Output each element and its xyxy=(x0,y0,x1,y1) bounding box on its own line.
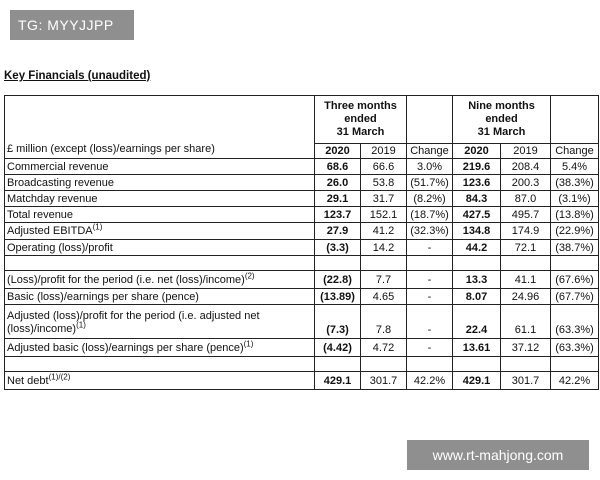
cell-three-2019: 14.2 xyxy=(361,240,407,256)
row-label: Adjusted EBITDA xyxy=(7,225,93,237)
row-adjusted-profit xyxy=(5,305,599,339)
spacer-row xyxy=(5,256,599,271)
cell-three-2020: 123.7 xyxy=(315,207,361,223)
cell-three-change: 42.2% xyxy=(407,372,453,390)
row-label-cell xyxy=(5,372,315,390)
header-row-groups xyxy=(5,96,599,144)
cell-nine-2020: 219.6 xyxy=(453,159,501,175)
cell-three-2019: 7.7 xyxy=(361,271,407,289)
cell-nine-2019: 72.1 xyxy=(501,240,551,256)
footnote-marker: (1)/(2) xyxy=(48,371,71,381)
watermark-bottom: www.rt-mahjong.com xyxy=(407,440,589,470)
cell-nine-2020: 429.1 xyxy=(453,372,501,390)
cell-three-2019: 41.2 xyxy=(361,223,407,240)
row-basic-eps xyxy=(5,289,599,305)
row-operating-profit xyxy=(5,240,599,256)
cell-three-2019: 152.1 xyxy=(361,207,407,223)
nine-months-line1: Nine months xyxy=(468,100,535,112)
cell-three-2019: 301.7 xyxy=(361,372,407,390)
row-commercial-revenue xyxy=(5,159,599,175)
footnote-marker: (1) xyxy=(76,320,86,330)
row-label: Adjusted basic (loss)/earnings per share (pence) xyxy=(7,341,244,354)
nine-months-line3: 31 March xyxy=(477,126,526,138)
cell-nine-2020: 13.3 xyxy=(453,271,501,289)
three-months-header xyxy=(315,96,407,144)
col-three-2019: 2019 xyxy=(361,144,407,159)
row-label: (Loss)/profit for the period (i.e. net (loss)/income) xyxy=(7,273,245,286)
cell-nine-change: (63.3%) xyxy=(551,305,599,339)
cell-three-change: - xyxy=(407,271,453,289)
row-adjusted-ebitda xyxy=(5,223,599,240)
row-label-cell xyxy=(5,339,315,357)
cell-nine-2020: 84.3 xyxy=(453,191,501,207)
row-label-line2: (loss)/income) xyxy=(7,323,77,335)
cell-three-2019: 66.6 xyxy=(361,159,407,175)
row-label: Basic (loss)/earnings per share (pence) xyxy=(5,289,315,305)
row-label: Matchday revenue xyxy=(5,191,315,207)
row-adjusted-basic-eps xyxy=(5,339,599,357)
cell-nine-change: 42.2% xyxy=(551,372,599,390)
cell-three-2020: (3.3) xyxy=(315,240,361,256)
row-matchday-revenue xyxy=(5,191,599,207)
cell-three-2019: 4.65 xyxy=(361,289,407,305)
cell-three-2020: 429.1 xyxy=(315,372,361,390)
cell-nine-change: 5.4% xyxy=(551,159,599,175)
nine-months-line2: ended xyxy=(485,113,518,125)
cell-nine-2020: 13.61 xyxy=(453,339,501,357)
row-label-cell xyxy=(5,223,315,240)
cell-nine-2020: 44.2 xyxy=(453,240,501,256)
footnote-marker: (2) xyxy=(244,270,255,280)
cell-nine-2019: 495.7 xyxy=(501,207,551,223)
row-label: Commercial revenue xyxy=(5,159,315,175)
col-nine-2019: 2019 xyxy=(501,144,551,159)
unit-label: £ million (except (loss)/earnings per share) xyxy=(5,96,315,159)
row-label: Broadcasting revenue xyxy=(5,175,315,191)
cell-nine-2019: 301.7 xyxy=(501,372,551,390)
row-label: Operating (loss)/profit xyxy=(5,240,315,256)
cell-three-2020: (22.8) xyxy=(315,271,361,289)
cell-nine-2020: 427.5 xyxy=(453,207,501,223)
three-months-line2: ended xyxy=(344,113,377,125)
cell-three-change: (32.3%) xyxy=(407,223,453,240)
row-broadcasting-revenue xyxy=(5,175,599,191)
cell-three-2019: 53.8 xyxy=(361,175,407,191)
cell-nine-2019: 174.9 xyxy=(501,223,551,240)
cell-nine-change: (22.9%) xyxy=(551,223,599,240)
cell-nine-2019: 61.1 xyxy=(501,305,551,339)
cell-three-2020: (4.42) xyxy=(315,339,361,357)
spacer-row xyxy=(5,357,599,372)
row-label: Net debt xyxy=(7,374,49,387)
cell-nine-2019: 24.96 xyxy=(501,289,551,305)
cell-nine-change: (63.3%) xyxy=(551,339,599,357)
row-label-cell xyxy=(5,305,315,339)
col-nine-change: Change xyxy=(551,144,599,159)
page-title: Key Financials (unaudited) xyxy=(4,70,151,82)
cell-three-change: (51.7%) xyxy=(407,175,453,191)
row-profit-for-period xyxy=(5,271,599,289)
cell-three-2020: (7.3) xyxy=(315,305,361,339)
cell-nine-2019: 200.3 xyxy=(501,175,551,191)
three-months-line1: Three months xyxy=(324,100,397,112)
cell-nine-change: (67.7%) xyxy=(551,289,599,305)
three-months-line3: 31 March xyxy=(336,126,385,138)
cell-nine-2020: 8.07 xyxy=(453,289,501,305)
nine-months-change-blank xyxy=(551,96,599,144)
cell-nine-2019: 208.4 xyxy=(501,159,551,175)
cell-three-change: 3.0% xyxy=(407,159,453,175)
watermark-top: TG: MYYJJPP xyxy=(10,10,134,40)
cell-three-2019: 7.8 xyxy=(361,305,407,339)
cell-three-change: - xyxy=(407,289,453,305)
cell-three-change: (18.7%) xyxy=(407,207,453,223)
row-label: Total revenue xyxy=(5,207,315,223)
financials-table xyxy=(4,95,599,390)
cell-nine-2020: 22.4 xyxy=(453,305,501,339)
cell-three-2020: 27.9 xyxy=(315,223,361,240)
nine-months-header xyxy=(453,96,551,144)
cell-nine-change: (13.8%) xyxy=(551,207,599,223)
cell-three-change: - xyxy=(407,240,453,256)
row-total-revenue xyxy=(5,207,599,223)
cell-nine-2020: 123.6 xyxy=(453,175,501,191)
cell-nine-change: (3.1%) xyxy=(551,191,599,207)
cell-nine-change: (67.6%) xyxy=(551,271,599,289)
cell-three-2019: 4.72 xyxy=(361,339,407,357)
col-three-2020: 2020 xyxy=(315,144,361,159)
cell-nine-2020: 134.8 xyxy=(453,223,501,240)
row-label-line1: Adjusted (loss)/profit for the period (i.e. adjusted net xyxy=(7,310,260,322)
cell-nine-2019: 87.0 xyxy=(501,191,551,207)
cell-three-change: (8.2%) xyxy=(407,191,453,207)
footnote-marker: (1) xyxy=(92,222,103,232)
cell-nine-change: (38.7%) xyxy=(551,240,599,256)
footnote-marker: (1) xyxy=(243,338,254,348)
cell-nine-2019: 37.12 xyxy=(501,339,551,357)
cell-three-2020: 29.1 xyxy=(315,191,361,207)
cell-nine-change: (38.3%) xyxy=(551,175,599,191)
cell-three-2020: 68.6 xyxy=(315,159,361,175)
row-net-debt xyxy=(5,372,599,390)
cell-three-2020: 26.0 xyxy=(315,175,361,191)
row-label-cell xyxy=(5,271,315,289)
col-nine-2020: 2020 xyxy=(453,144,501,159)
col-three-change: Change xyxy=(407,144,453,159)
cell-three-change: - xyxy=(407,339,453,357)
cell-nine-2019: 41.1 xyxy=(501,271,551,289)
cell-three-change: - xyxy=(407,305,453,339)
cell-three-2019: 31.7 xyxy=(361,191,407,207)
cell-three-2020: (13.89) xyxy=(315,289,361,305)
three-months-change-blank xyxy=(407,96,453,144)
